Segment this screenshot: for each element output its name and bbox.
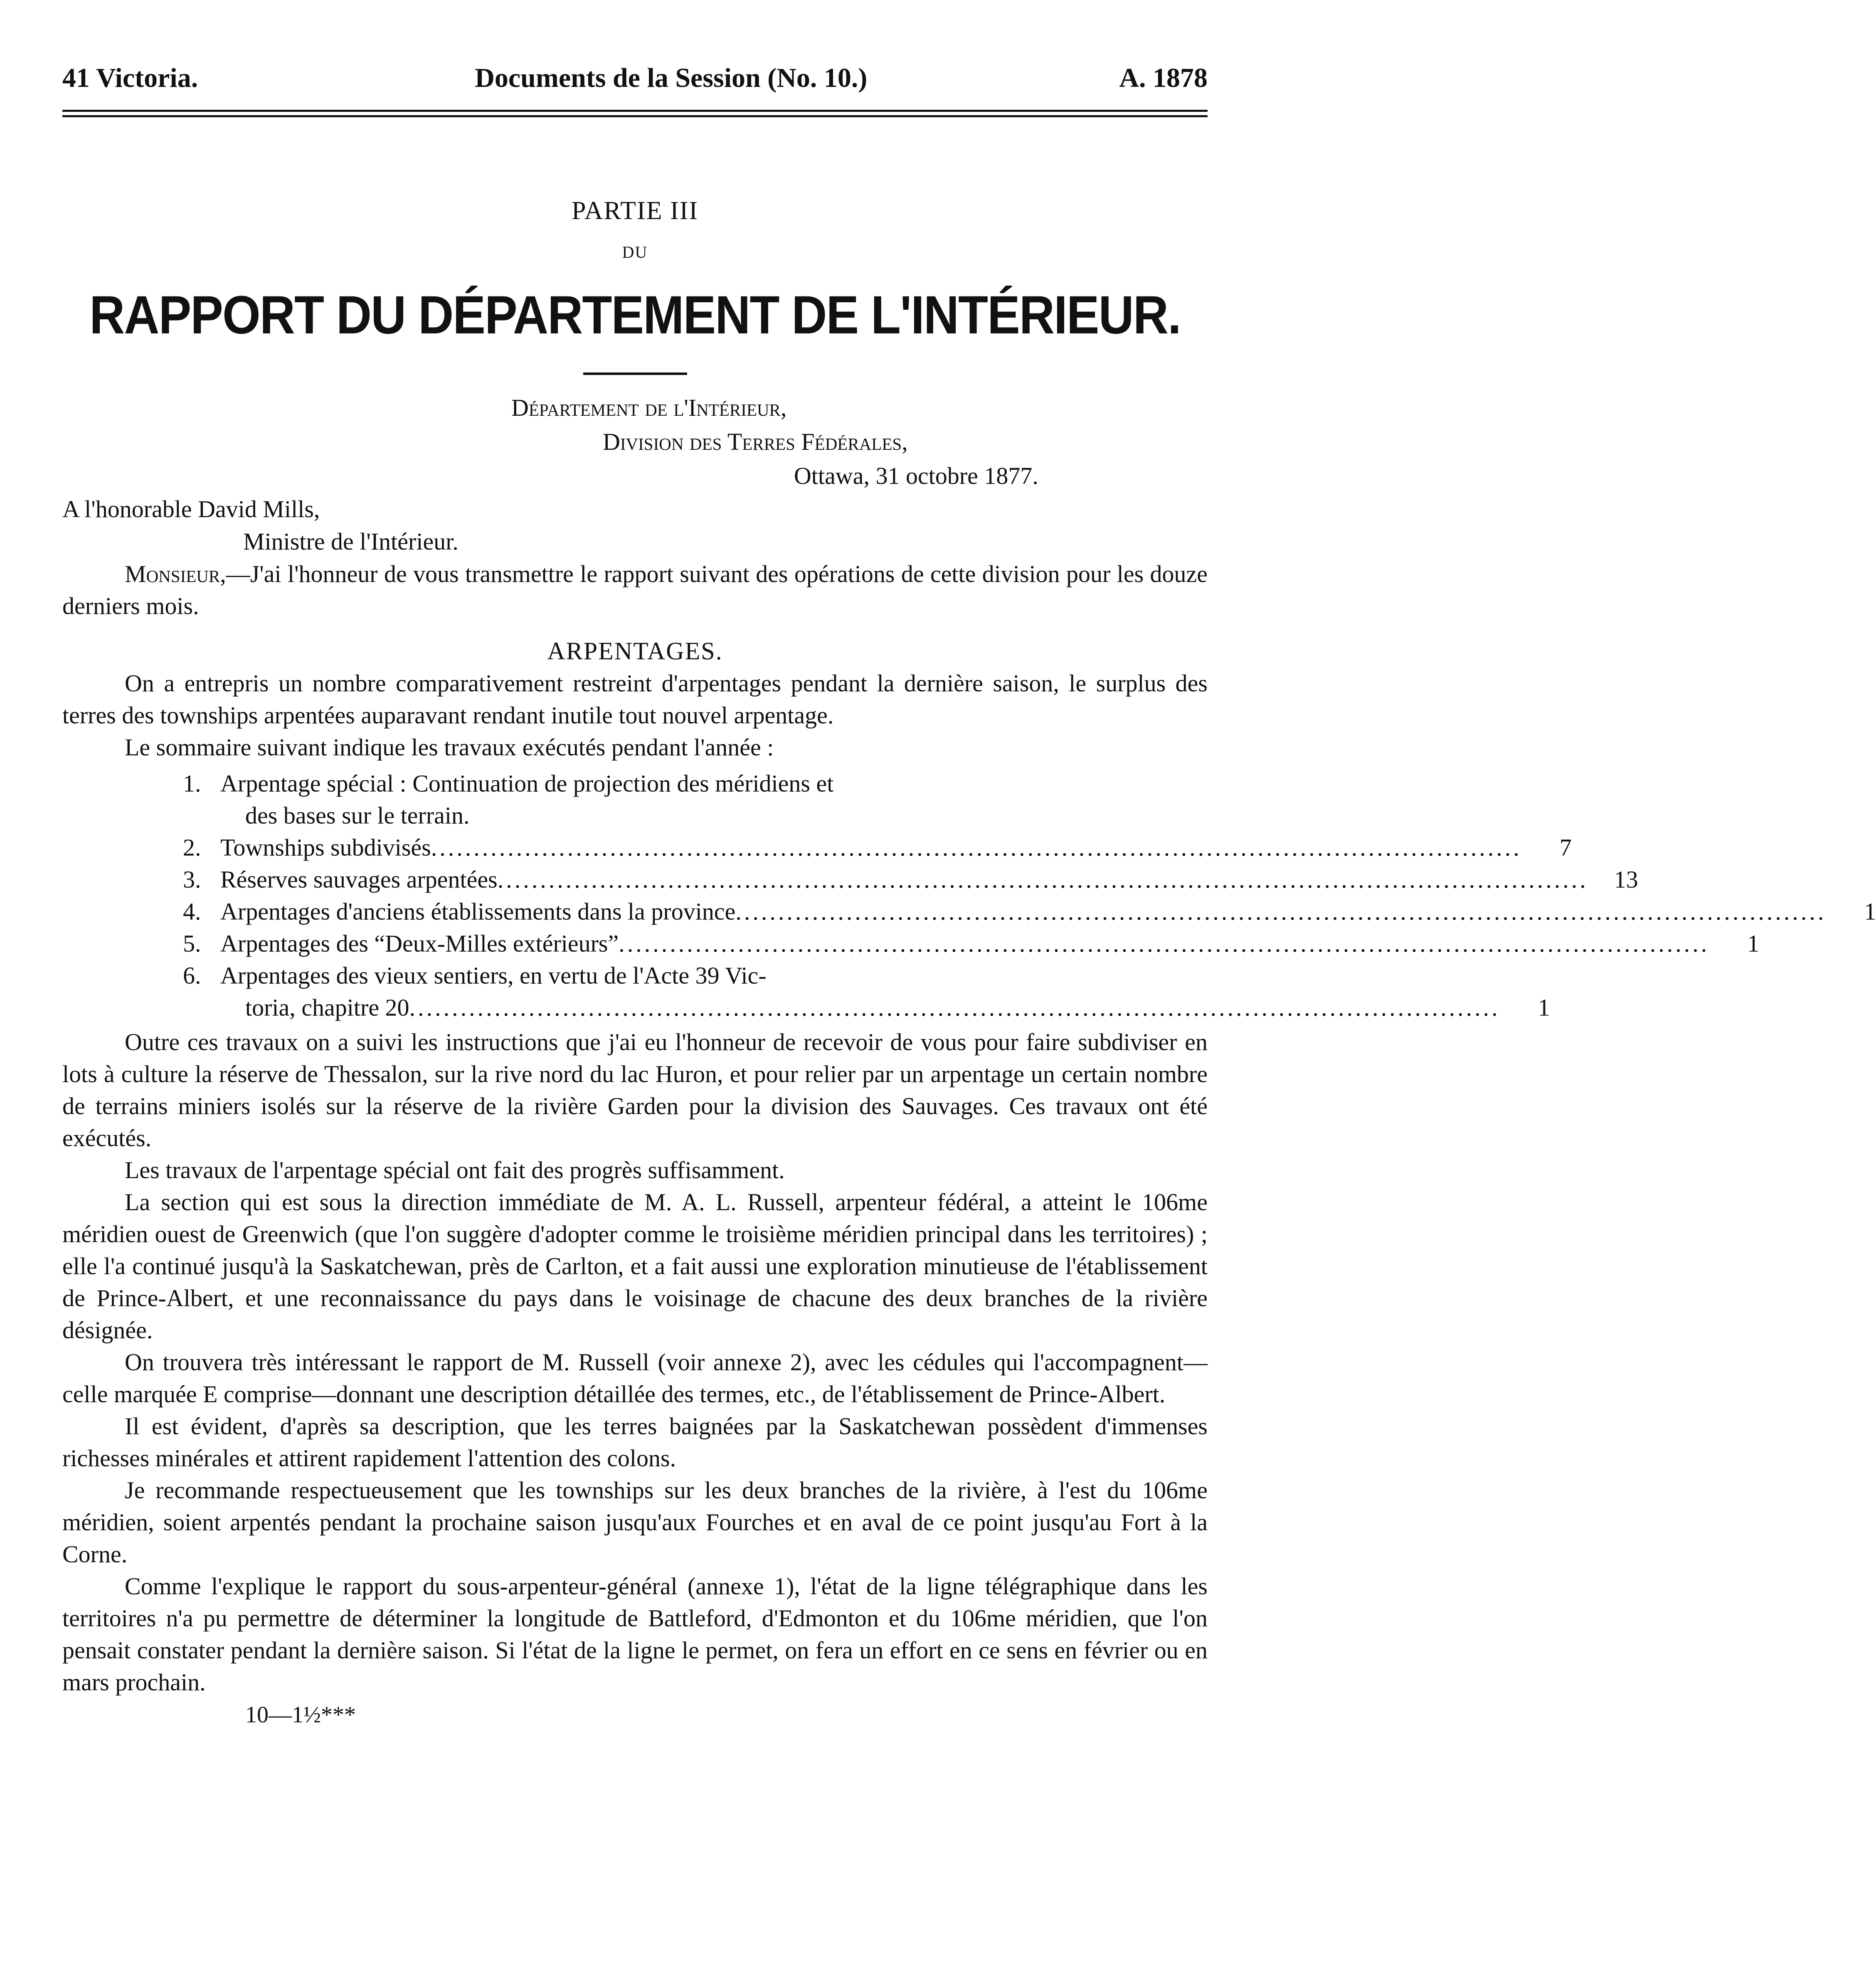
list-item-continuation: des bases sur le terrain. — [245, 802, 470, 829]
intro-paragraph — [62, 558, 1208, 622]
list-item — [62, 767, 1208, 831]
list-item — [62, 927, 1760, 959]
signature-mark: 10—1½*** — [245, 1702, 356, 1728]
list-item-line: Townships subdivisés — [220, 834, 431, 861]
list-item-count: 1 — [1747, 930, 1760, 957]
list-item — [62, 863, 1638, 895]
running-header — [62, 62, 1208, 94]
list-item-count — [1099, 767, 1149, 831]
list-item-text — [220, 831, 1522, 863]
dot-leader: ................................................................................................................................ — [619, 930, 1710, 957]
paragraph-1: On a entrepris un nombre comparativement restreint d'arpentages pendant la dernière saison, le surplus des terres des townships arpentées auparavant rendant inutile tout nouvel arpentage. — [62, 670, 1208, 729]
dot-leader: ................................................................................................................................ — [497, 866, 1588, 893]
list-item-line: Arpentages d'anciens établissements dans la province — [220, 898, 736, 925]
title-rule — [583, 372, 687, 375]
header-volume: 41 Victoria. — [62, 63, 198, 93]
list-item-continuation-text: toria, chapitre 20 — [245, 994, 409, 1021]
paragraph-5: La section qui est sous la direction immédiate de M. A. L. Russell, arpenteur fédéral, a atteint le 106me méridien ouest de Greenwich (que l'on suggère d'adopter comme le troisième méridien principal dans les territoires) ; elle l'a continué jusqu'à la Saskatchewan, près de Carlton, et a fait aussi une exploration minutieuse de l'établissement de Prince-Albert, et une reconnaissance du pays dans le voisinage de chacune des deux branches de la rivière désignée. — [62, 1189, 1208, 1344]
part-heading: PARTIE III — [571, 197, 699, 225]
list-item — [62, 959, 1550, 1024]
list-item-count: 1 — [1864, 898, 1876, 925]
list-item-text — [220, 863, 1588, 895]
list-item-count: 1 — [1538, 994, 1550, 1021]
paragraph-3: Outre ces travaux on a suivi les instructions que j'ai eu l'honneur de recevoir de vous pour faire subdiviser en lots à culture la réserve de Thessalon, sur la rive nord du lac Huron, et pour relier par un arpentage un certain nombre de terrains miniers isolés sur la réserve de la rivière Garden pour la division des Sauvages. Ces travaux ont été exécutés. — [62, 1028, 1208, 1152]
paragraph-2: Le sommaire suivant indique les travaux exécutés pendant l'année : — [125, 734, 774, 761]
header-session: Documents de la Session (No. 10.) — [475, 63, 868, 93]
recipient-name: A l'honorable David Mills, — [62, 496, 320, 523]
du-heading: DU — [622, 243, 648, 261]
list-item-count: 13 — [1614, 866, 1638, 893]
list-item-number: 6. — [183, 962, 201, 989]
list-item-text — [220, 959, 1500, 1024]
paragraph-8: Je recommande respectueusement que les townships sur les deux branches de la rivière, à l'est du 106me méridien, soient arpentés pendant la prochaine saison jusqu'aux Fourches et en aval de ce point jusqu'au Fort à la Corne. — [62, 1477, 1208, 1568]
paragraph-4: Les travaux de l'arpentage spécial ont fait des progrès suffisamment. — [125, 1157, 785, 1184]
header-double-rule — [62, 110, 1208, 117]
list-item-number: 4. — [183, 898, 201, 925]
list-item-line: Arpentages des “Deux-Milles extérieurs” — [220, 930, 619, 957]
list-item-number: 2. — [183, 834, 201, 861]
address-line-department: Département de l'Intérieur, — [511, 394, 787, 421]
survey-summary-list — [62, 767, 1876, 1024]
recipient-block — [62, 493, 1208, 558]
list-item-line: Arpentages des vieux sentiers, en vertu de l'Acte 39 Vic- — [220, 962, 767, 989]
sender-address — [62, 391, 1208, 493]
list-item-number: 3. — [183, 866, 201, 893]
intro-text: —J'ai l'honneur de vous transmettre le rapport suivant des opérations de cette division pour les douze derniers mois. — [62, 560, 1208, 619]
address-line-division: Division des Terres Fédérales, — [603, 428, 908, 455]
list-item-continuation — [220, 992, 1500, 1024]
dot-leader: ................................................................................................................................ — [735, 898, 1827, 925]
list-item — [62, 831, 1572, 863]
list-item-text — [220, 927, 1709, 959]
list-item-number: 5. — [183, 930, 201, 957]
list-item-number: 1. — [183, 770, 201, 797]
list-item-line: Arpentage spécial : Continuation de projection des méridiens et — [220, 770, 834, 797]
paragraph-6: On trouvera très intéressant le rapport de M. Russell (voir annexe 2), avec les cédules qui l'accompagnent—celle marquée E comprise—donnant une description détaillée des termes, etc., de l'établissement de Prince-Albert. — [62, 1349, 1208, 1408]
list-item-text — [220, 895, 1826, 927]
list-item-count: 7 — [1559, 834, 1572, 861]
dot-leader: ................................................................................................................................ — [431, 834, 1522, 861]
list-item-line: Réserves sauvages arpentées — [220, 866, 498, 893]
address-line-place-date: Ottawa, 31 octobre 1877. — [794, 462, 1038, 489]
header-year: A. 1878 — [1119, 63, 1208, 93]
list-item-text — [220, 767, 1099, 831]
paragraph-7: Il est évident, d'après sa description, que les terres baignées par la Saskatchewan possèdent d'immenses richesses minérales et attirent rapidement l'attention des colons. — [62, 1413, 1208, 1472]
salutation: Monsieur, — [125, 560, 226, 587]
paragraph-9: Comme l'explique le rapport du sous-arpenteur-général (annexe 1), l'état de la ligne télégraphique dans les territoires n'a pu permettre de déterminer la longitude de Battleford, d'Edmonton et du 106me méridien, que l'on pensait constater pendant la dernière saison. Si l'état de la ligne le permet, on fera un effort en ce sens en février ou en mars prochain. — [62, 1573, 1208, 1696]
list-item — [62, 895, 1876, 927]
report-title: RAPPORT DU DÉPARTEMENT DE L'INTÉRIEUR. — [89, 285, 1181, 345]
section-heading: ARPENTAGES. — [547, 637, 723, 665]
recipient-title: Ministre de l'Intérieur. — [243, 528, 459, 555]
dot-leader: ................................................................................................................................ — [409, 994, 1500, 1021]
